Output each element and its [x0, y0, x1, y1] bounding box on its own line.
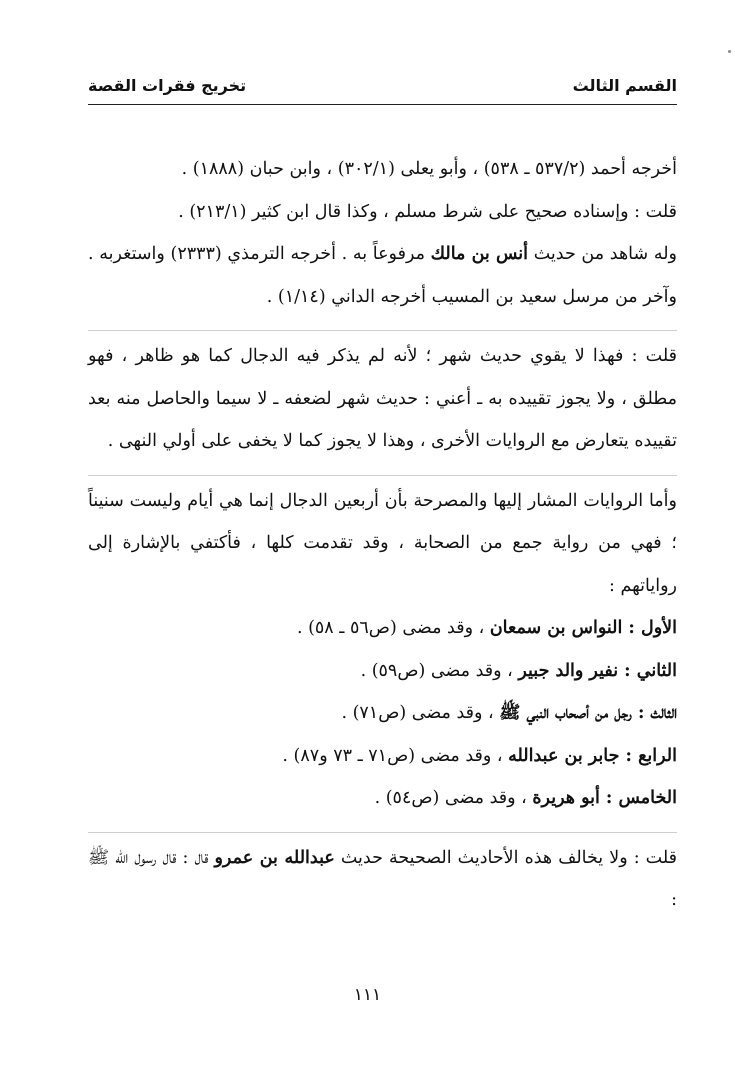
paragraph-separator	[88, 832, 677, 833]
list-item: الثالث : رجل من أصحاب النبي ﷺ ، وقد مضى (ص٧١) .	[341, 703, 677, 723]
paragraph-separator	[88, 330, 677, 331]
isnad-line: قلت : وإسناده صحيح على شرط مسلم ، وكذا قال ابن كثير (٢١٣/١) .	[178, 201, 677, 222]
list-item: الثاني : نفير والد جبير ، وقد مضى (ص٥٩) .	[360, 660, 677, 681]
list-item: الرابع : جابر بن عبدالله ، وقد مضى (ص٧١ ـ ٧٣ و٨٧) .	[282, 745, 677, 766]
header-rule	[88, 104, 677, 105]
paragraph-separator	[88, 475, 677, 476]
witness-paragraph: وله شاهد من حديث أنس بن مالك مرفوعاً به . أخرجه الترمذي (٢٣٣٣) واستغربه . وآخر من مرسل سعيد بن المسيب أخرجه الداني (١/١٤) .	[88, 244, 677, 307]
closing-paragraph: قلت : ولا يخالف هذه الأحاديث الصحيحة حديث عبدالله بن عمرو قال : قال رسول الله ﷺ :	[88, 847, 678, 910]
page-number: ١١١	[353, 985, 382, 1005]
section-label: القسم الثالث	[572, 76, 677, 95]
citation-line: أخرجه أحمد (٥٣٧/٢ ـ ٥٣٨) ، وأبو يعلى (٣٠٢/١) ، وابن حبان (١٨٨٨) .	[181, 159, 677, 179]
page-body	[88, 148, 677, 922]
running-header	[88, 76, 677, 102]
narrator-name: عبدالله بن عمرو	[214, 847, 335, 868]
chapter-title: تخريج فقرات القصة	[88, 76, 247, 95]
narrators-list	[88, 607, 677, 820]
list-item: الخامس : أبو هريرة ، وقد مضى (ص٥٤) .	[374, 788, 677, 808]
narrator-name: أنس بن مالك	[430, 244, 529, 264]
intro-paragraph: وأما الروايات المشار إليها والمصرحة بأن أربعين الدجال إنما هي أيام وليست سنيناً ؛ فهي من رواية جمع من الصحابة ، وقد تقدمت كلها ، فأكتفي بالإشارة إلى رواياتهم :	[88, 490, 677, 596]
list-item: الأول : النواس بن سمعان ، وقد مضى (ص٥٦ ـ ٥٨) .	[296, 618, 677, 638]
commentary-paragraph: قلت : فهذا لا يقوي حديث شهر ؛ لأنه لم يذكر فيه الدجال كما هو ظاهر ، فهو مطلق ، ولا يجوز تقييده به ـ أعني : حديث شهر لضعفه ـ لا سيما والحاصل منه بعد تقييده يتعارض مع الروايات الأخرى ، وهذا لا يجوز كما لا يخفى على أولي النهى .	[88, 346, 677, 451]
scan-speck	[728, 50, 731, 53]
